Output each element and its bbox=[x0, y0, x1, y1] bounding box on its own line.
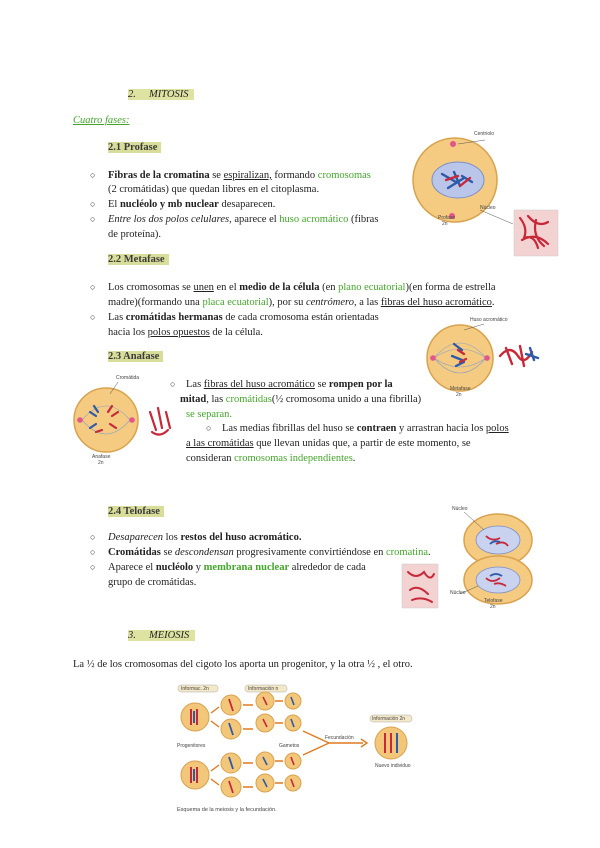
anaphase-fig-label: Anafase bbox=[92, 454, 111, 460]
mitosis-number: 2. bbox=[128, 89, 136, 100]
metaphase-bullet-1: Los cromosomas se unen en el medio de la célula (en plano ecuatorial)(en forma de estrella bbox=[108, 282, 496, 293]
mitosis-heading bbox=[128, 87, 194, 102]
telophase-bullet-1: Desaparecen los restos del huso acromático. bbox=[108, 532, 302, 543]
prophase-bullet-3-line2: de proteína). bbox=[108, 229, 162, 240]
bullet-marker: ○ bbox=[206, 423, 212, 433]
metaphase-figure bbox=[424, 316, 554, 396]
bullet-marker: ○ bbox=[90, 562, 96, 572]
meiosis-diagram bbox=[175, 683, 425, 821]
meiosis-number: 3. bbox=[128, 630, 136, 641]
prophase-diagram bbox=[410, 128, 570, 263]
prophase-2n-label: 2n bbox=[442, 221, 448, 227]
anaphase-title: 2.3 Anafase bbox=[108, 349, 163, 364]
bullet-marker: ○ bbox=[90, 312, 96, 322]
anaphase-bullet-2: Las medias fibrillas del huso se contraen y arrastran hacia los polos bbox=[222, 423, 509, 434]
telophase-diagram bbox=[398, 500, 558, 616]
chromatid-label: Cromátida bbox=[116, 375, 140, 381]
fecundation-label: Fecundación bbox=[325, 735, 354, 741]
anaphase-bullet-2-line3: consideran cromosomas independientes. bbox=[186, 453, 356, 464]
bullet-marker: ○ bbox=[90, 170, 96, 180]
meiosis-tag-2: Información n bbox=[248, 686, 279, 692]
anaphase-bullet-1-line2: mitad, las cromátidas(½ cromosoma unido a una fibrilla) bbox=[180, 394, 422, 405]
bullet-marker: ○ bbox=[90, 199, 96, 209]
telophase-title: 2.4 Telofase bbox=[108, 504, 164, 519]
new-individual-label: Nuevo individuo bbox=[375, 763, 411, 769]
prophase-bullet-3: Entre los dos polos celulares, aparece el huso acromático (fibras bbox=[108, 214, 379, 225]
spindle-label: Huso acromático bbox=[470, 317, 508, 323]
anaphase-2n-label: 2n bbox=[98, 460, 104, 466]
meiosis-intro: La ½ de los cromosomas del cigoto los aporta un progenitor, y la otra ½ , el otro. bbox=[73, 659, 413, 670]
four-phases-label: Cuatro fases: bbox=[73, 115, 130, 126]
telophase-nucleus-top-label: Núcleo bbox=[452, 506, 468, 512]
metaphase-title: 2.2 Metafase bbox=[108, 252, 169, 267]
meiosis-tag-1: Informac. 2n bbox=[181, 686, 209, 692]
bullet-marker: ○ bbox=[170, 379, 176, 389]
nucleus-label: Núcleo bbox=[480, 205, 496, 211]
bullet-marker: ○ bbox=[90, 214, 96, 224]
prophase-title: 2.1 Profase bbox=[108, 140, 161, 155]
progenitors-label: Progenitores bbox=[177, 743, 206, 749]
centriole-label: Centriolo bbox=[474, 131, 495, 137]
gametes-label: Gametos bbox=[279, 743, 300, 749]
meiosis-figure bbox=[175, 683, 425, 821]
mitosis-title: MITOSIS bbox=[149, 89, 189, 100]
anaphase-bullet-1: Las fibras del huso acromático se rompen por la bbox=[186, 379, 393, 390]
bullet-marker: ○ bbox=[90, 282, 96, 292]
telophase-fig-label: Telofase bbox=[484, 598, 503, 604]
meiosis-tag-3: Información 2n bbox=[372, 716, 406, 722]
telophase-figure bbox=[398, 500, 558, 616]
meiosis-caption: Esquema de la meiosis y la fecundación. bbox=[177, 807, 277, 813]
prophase-fig-label: Profase bbox=[438, 215, 456, 221]
anaphase-bullet-2-line2: a las cromátidas que llevan unidas que, a partir de este momento, se bbox=[186, 438, 471, 449]
meiosis-title: MEIOSIS bbox=[149, 630, 190, 641]
bullet-marker: ○ bbox=[90, 532, 96, 542]
telophase-bullet-2: Cromátidas se descondensan progresivamente convirtiéndose en cromatina. bbox=[108, 547, 431, 558]
telophase-2n-label: 2n bbox=[490, 604, 496, 610]
prophase-bullet-1: Fibras de la cromatina se espiralizan, formando cromosomas bbox=[108, 170, 371, 181]
telophase-bullet-3: Aparece el nucléolo y membrana nuclear alrededor de cada bbox=[108, 562, 366, 573]
prophase-bullet-1-line2: (2 cromátidas) que quedan libres en el citoplasma. bbox=[108, 184, 320, 195]
anaphase-bullet-1-line3: se separan. bbox=[186, 409, 233, 420]
metaphase-fig-label: Metafase bbox=[450, 386, 471, 392]
prophase-figure bbox=[410, 128, 570, 263]
metaphase-2n-label: 2n bbox=[456, 392, 462, 398]
meiosis-heading bbox=[128, 628, 195, 643]
prophase-bullet-2: El nucléolo y mb nuclear desaparecen. bbox=[108, 199, 276, 210]
telophase-nucleus-bottom-label: Núcleo bbox=[450, 590, 466, 596]
metaphase-bullet-2-line2: hacia los polos opuestos de la célula. bbox=[108, 327, 263, 338]
metaphase-diagram bbox=[424, 316, 554, 396]
metaphase-bullet-1-line2: madre)(formando una placa ecuatorial), por su centrómero, a las fibras del huso acromático. bbox=[108, 297, 495, 308]
telophase-bullet-3-line2: grupo de cromátidas. bbox=[108, 577, 197, 588]
metaphase-bullet-2: Las cromátidas hermanas de cada cromosoma están orientadas bbox=[108, 312, 379, 323]
bullet-marker: ○ bbox=[90, 547, 96, 557]
